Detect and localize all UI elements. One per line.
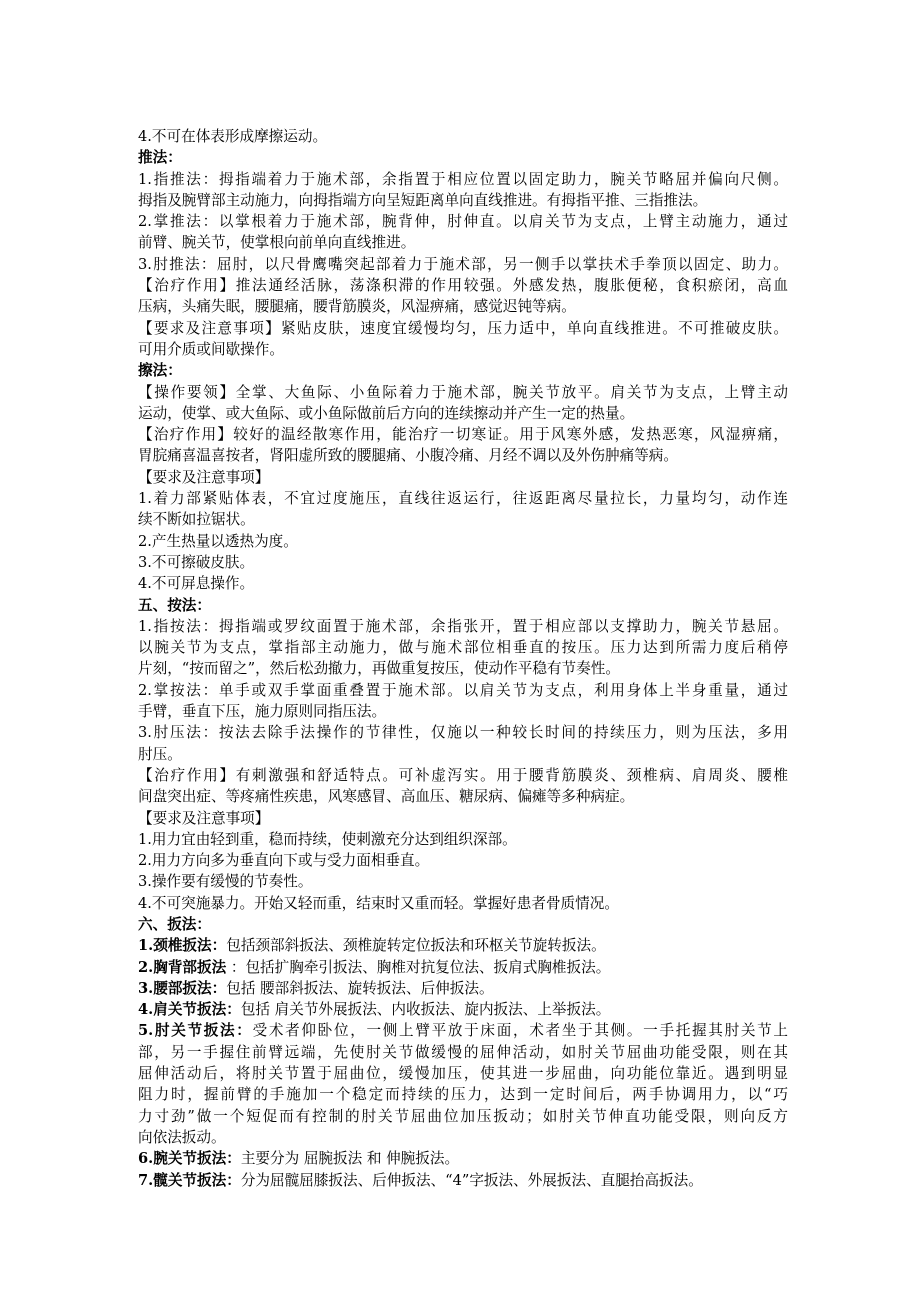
line-text: 前臂、腕关节，使掌根向前单向直线推进。 (138, 234, 416, 252)
line-text: 【要求及注意事项】 (138, 809, 270, 827)
text-line (138, 190, 788, 211)
text-line (138, 1084, 788, 1105)
line-text: 【治疗作用】较好的温经散寒作用，能治疗一切寒证。用于风寒外感，发热恶寒，风湿痹痛， (138, 426, 788, 444)
text-line (138, 701, 788, 722)
line-text: 3.肘压法：按法去除手法操作的节律性，仅施以一种较长时间的持续压力，则为压法，多用 (138, 724, 788, 742)
text-line (138, 1020, 788, 1041)
text-line (138, 147, 788, 168)
line-text: 分为屈髋屈膝扳法、后伸扳法、“4”字扳法、外展扳法、直腿抬高扳法。 (240, 1171, 703, 1189)
text-line (138, 680, 788, 701)
text-line (138, 957, 788, 978)
text-line (138, 722, 788, 743)
text-line (138, 275, 788, 296)
line-text: 受术者仰卧位，一侧上臂平放于床面，术者坐于其侧。一手托握其肘关节上 (252, 1022, 788, 1040)
text-line (138, 552, 788, 573)
line-text: 4.不可突施暴力。开始又轻而重，结束时又重而轻。掌握好患者骨质情况。 (138, 894, 619, 912)
line-text: 压病，头痛失眠，腰腿痛，腰背筋膜炎，风湿痹痛，感觉迟钝等病。 (138, 298, 576, 316)
text-line (138, 211, 788, 232)
line-text: 3.不可擦破皮肤。 (138, 553, 255, 571)
line-text: 【操作要领】全掌、大鱼际、小鱼际着力于施术部，腕关节放平。肩关节为支点，上臂主动 (138, 383, 788, 401)
line-text: 续不断如拉锯状。 (138, 511, 255, 529)
text-line (138, 616, 788, 637)
text-line (138, 829, 788, 850)
text-line (138, 424, 788, 445)
text-line (138, 1042, 788, 1063)
text-line (138, 318, 788, 339)
text-line (138, 360, 788, 381)
line-text: 拇指及腕臂部主动施力，向拇指端方向呈短距离单向直线推进。有拇指平推、三指推法。 (138, 191, 708, 209)
text-line (138, 850, 788, 871)
bold-lead: 7.髋关节扳法： (138, 1171, 241, 1189)
text-line (138, 744, 788, 765)
line-text: 间盘突出症、等疼痛性疾患，风寒感冒、高血压、糖尿病、偏瘫等多种病症。 (138, 788, 635, 806)
line-text: 手臂，垂直下压，施力原则同指压法。 (138, 703, 387, 721)
line-text: 向依法扳动。 (138, 1128, 226, 1146)
line-text: 屈伸活动后，将肘关节置于屈曲位，缓慢加压，使其进一步屈曲，向功能位靠近。遇到明显 (138, 1065, 788, 1083)
line-text: 推法： (138, 149, 182, 167)
line-text: 五、按法： (138, 596, 211, 614)
bold-lead: 3.腰部扳法： (138, 979, 227, 997)
text-line (138, 658, 788, 679)
line-text: 3.肘推法：屈肘，以尺骨鹰嘴突起部着力于施术部，另一侧手以掌扶术手拳顶以固定、助力。 (138, 255, 788, 273)
line-text: 阻力时，握前臂的手施加一个稳定而持续的压力，达到一定时间后，两手协调用力，以“巧 (138, 1086, 788, 1104)
bold-lead: 5.肘关节扳法： (138, 1022, 253, 1040)
line-text: 【要求及注意事项】紧贴皮肤，速度宜缓慢均匀，压力适中，单向直线推进。不可推破皮肤。 (138, 319, 788, 337)
text-line (138, 914, 788, 935)
text-line (138, 1063, 788, 1084)
text-line (138, 978, 788, 999)
line-text: 以腕关节为支点，掌指部主动施力，做与施术部位相垂直的按压。压力达到所需力度后稍停 (138, 639, 788, 657)
line-text: 2.用力方向多为垂直向下或与受力面相垂直。 (138, 852, 430, 870)
text-line (138, 403, 788, 424)
line-text: 包括 肩关节外展扳法、内收扳法、旋内扳法、上举扳法。 (240, 1001, 611, 1019)
bold-lead: 1.颈椎扳法： (138, 937, 227, 955)
text-line (138, 637, 788, 658)
text-line (138, 382, 788, 403)
bold-lead: 6.腕关节扳法： (138, 1150, 241, 1168)
bold-lead: 4.肩关节扳法： (138, 1001, 241, 1019)
text-line (138, 808, 788, 829)
bold-lead: 2.胸背部扳法 (138, 958, 227, 976)
text-line (138, 339, 788, 360)
line-text: 力寸劲”做一个短促而有控制的肘关节屈曲位加压扳动；如肘关节伸直功能受限，则向反方 (138, 1107, 788, 1125)
line-text: 主要分为 屈腕扳法 和 伸腕扳法。 (240, 1150, 460, 1168)
line-text: 擦法： (138, 362, 182, 380)
line-text: 运动，使掌、或大鱼际、或小鱼际做前后方向的连续擦动并产生一定的热量。 (138, 404, 635, 422)
line-text: 【治疗作用】推法通经活脉，荡涤积滞的作用较强。外感发热，腹胀便秘，食积瘀闭，高血 (138, 277, 788, 295)
text-line (138, 999, 788, 1020)
line-text: 2.掌推法：以掌根着力于施术部，腕背伸，肘伸直。以肩关节为支点，上臂主动施力，通过 (138, 213, 788, 231)
text-line (138, 786, 788, 807)
text-line (138, 509, 788, 530)
line-text: 六、扳法： (138, 915, 211, 933)
text-line (138, 595, 788, 616)
line-text: 4.不可在体表形成摩擦运动。 (138, 128, 328, 145)
line-text: 部，另一手握住前臂远端，先使肘关节做缓慢的屈伸活动，如肘关节屈曲功能受限，则在其 (138, 1043, 788, 1061)
text-line (138, 893, 788, 914)
line-text: 【治疗作用】有刺激强和舒适特点。可补虚泻实。用于腰背筋膜炎、颈椎病、肩周炎、腰椎 (138, 766, 788, 784)
line-text: 1.指按法：拇指端或罗纹面置于施术部，余指张开，置于相应部以支撑助力，腕关节悬屈。 (138, 617, 788, 635)
line-text: 2.掌按法：单手或双手掌面重叠置于施术部。以肩关节为支点，利用身体上半身重量，通过 (138, 681, 788, 699)
text-line (138, 232, 788, 253)
line-text: 4.不可屏息操作。 (138, 575, 255, 593)
line-text: 1.着力部紧贴体表，不宜过度施压，直线往返运行，往返距离尽量拉长，力量均匀，动作连 (138, 490, 788, 508)
line-text: 1.指推法：拇指端着力于施术部，余指置于相应位置以固定助力，腕关节略屈并偏向尺侧。 (138, 170, 788, 188)
text-line (138, 169, 788, 190)
text-line (138, 126, 788, 147)
line-text: 胃脘痛喜温喜按者，肾阳虚所致的腰腿痛、小腹冷痛、月经不调以及外伤肿痛等病。 (138, 447, 678, 465)
text-line (138, 1170, 788, 1191)
line-text: 肘压。 (138, 745, 182, 763)
text-line (138, 1106, 788, 1127)
text-line (138, 871, 788, 892)
text-line (138, 531, 788, 552)
text-line (138, 296, 788, 317)
text-line (138, 1148, 788, 1169)
document-page (138, 126, 788, 1191)
line-text: 可用介质或间歇操作。 (138, 340, 284, 358)
text-line (138, 935, 788, 956)
text-line (138, 1127, 788, 1148)
line-text: 1.用力宜由轻到重，稳而持续，使刺激充分达到组织深部。 (138, 830, 517, 848)
line-text: 3.操作要有缓慢的节奏性。 (138, 873, 313, 891)
text-line (138, 765, 788, 786)
text-line (138, 488, 788, 509)
line-text: 片刻，“按而留之”，然后松劲撤力，再做重复按压，使动作平稳有节奏性。 (138, 660, 620, 678)
text-line (138, 467, 788, 488)
line-text: 包括 腰部斜扳法、旋转扳法、后伸扳法。 (226, 979, 494, 997)
line-text: 2.产生热量以透热为度。 (138, 532, 298, 550)
line-text: ：包括扩胸牵引扳法、胸椎对抗复位法、扳肩式胸椎扳法。 (226, 958, 611, 976)
text-line (138, 573, 788, 594)
text-line (138, 445, 788, 466)
line-text: 【要求及注意事项】 (138, 468, 270, 486)
text-line (138, 254, 788, 275)
line-text: 包括颈部斜扳法、颈椎旋转定位扳法和环枢关节旋转扳法。 (226, 937, 606, 955)
